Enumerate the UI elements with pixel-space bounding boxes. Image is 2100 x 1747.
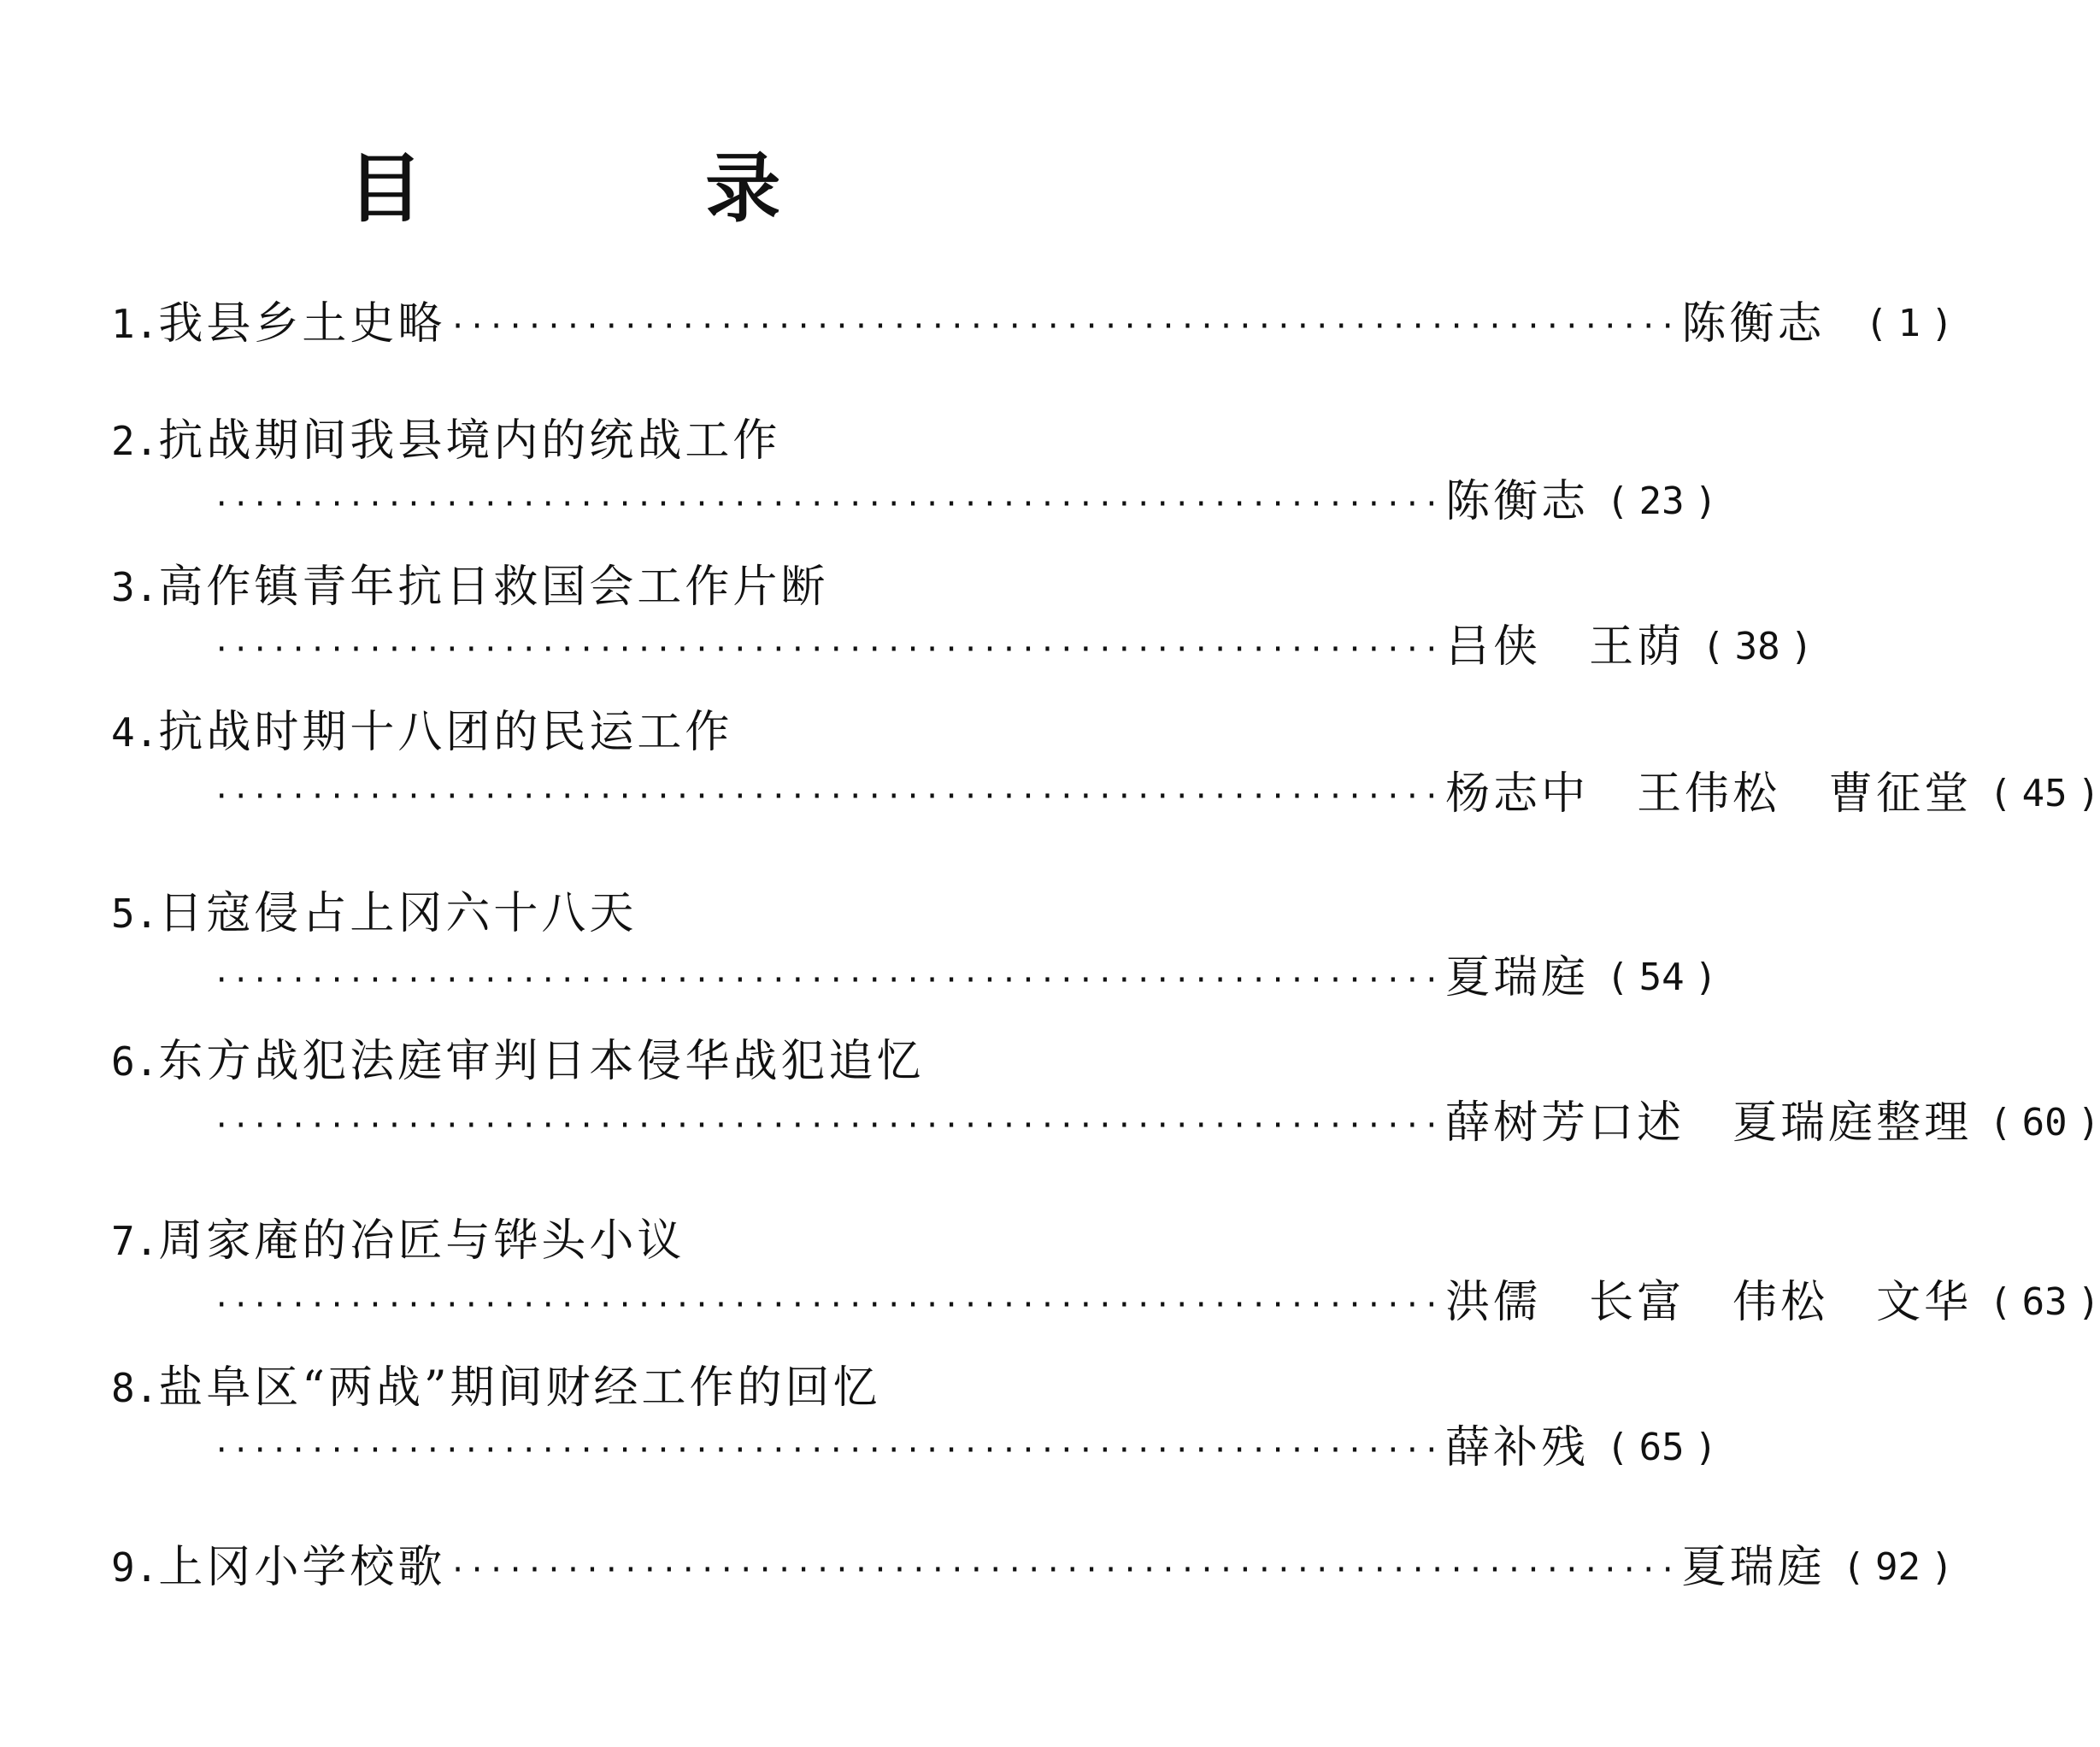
- entry-page: ( 65 ): [1606, 1426, 1718, 1469]
- toc-entry-3-title: [111, 558, 1000, 616]
- entry-author: 洪儒 长富 伟松 文华: [1445, 1277, 1973, 1328]
- toc-entry-2-title: [111, 412, 1000, 470]
- entry-page: ( 92 ): [1842, 1545, 1954, 1589]
- toc-entry-6-author: [209, 1094, 2100, 1152]
- entry-page: ( 63 ): [1989, 1280, 2100, 1324]
- entry-title: 周家庵的冶匠与铧头小议: [158, 1215, 685, 1267]
- entry-author: 陈衡志: [1445, 476, 1590, 527]
- toc-entry-6-title: [111, 1032, 1000, 1091]
- entry-title: 抗战时期十八团的民运工作: [158, 707, 733, 758]
- toc-entry-4-author: [209, 765, 2100, 823]
- toc-entry-7-title: [111, 1212, 1000, 1270]
- leader-dots: ································································: [449, 309, 1679, 344]
- entry-author: 夏瑞庭: [1445, 952, 1590, 1003]
- leader-dots: ································································: [213, 1288, 1443, 1322]
- entry-author: 杨志中 王伟松 曹征堂: [1445, 768, 1973, 820]
- entry-title: 抗战期间我县境内的统战工作: [158, 415, 781, 467]
- entry-author: 夏瑞庭: [1681, 1542, 1826, 1593]
- leader-dots: ································································: [213, 779, 1443, 814]
- entry-number: 2.: [111, 418, 159, 464]
- leader-dots: ································································: [213, 632, 1443, 667]
- entry-author: 陈衡志: [1681, 298, 1826, 350]
- entry-page: ( 23 ): [1606, 479, 1718, 523]
- entry-number: 1.: [111, 301, 159, 347]
- toc-entry-1: [111, 295, 1954, 353]
- toc-entry-8-title: [111, 1359, 1000, 1417]
- entry-number: 9.: [111, 1544, 159, 1591]
- entry-number: 7.: [111, 1218, 159, 1264]
- toc-entry-3-author: [209, 618, 1814, 676]
- page-title: 目 录: [347, 144, 909, 232]
- entry-number: 8.: [111, 1365, 159, 1411]
- toc-entry-7-author: [209, 1273, 2100, 1332]
- toc-entry-2-author: [209, 473, 1718, 531]
- entry-title: 盐阜区“两战”期间财经工作的回忆: [158, 1362, 881, 1414]
- leader-dots: ································································: [213, 1109, 1443, 1143]
- entry-number: 5.: [111, 891, 159, 937]
- entry-page: ( 1 ): [1864, 302, 1954, 345]
- toc-entry-5-title: [111, 885, 1000, 943]
- leader-dots: ································································: [213, 963, 1443, 997]
- entry-author: 薛补残: [1445, 1422, 1590, 1473]
- entry-page: ( 54 ): [1606, 956, 1718, 999]
- toc-entry-9: [111, 1538, 1954, 1597]
- entry-number: 6.: [111, 1038, 159, 1085]
- entry-author: 薛树芳口述 夏瑞庭整理: [1445, 1097, 1973, 1149]
- leader-dots: ································································: [213, 487, 1443, 521]
- entry-author: 吕侠 王荫: [1445, 621, 1685, 673]
- entry-number: 4.: [111, 709, 159, 756]
- leader-dots: ································································: [213, 1433, 1443, 1468]
- entry-page: ( 60 ): [1989, 1101, 2100, 1144]
- entry-title: 我县乡土史略: [158, 298, 446, 350]
- entry-title: 高作镇青年抗日救国会工作片断: [158, 562, 829, 613]
- toc-entry-5-author: [209, 949, 1718, 1007]
- toc-entry-8-author: [209, 1419, 1718, 1477]
- toc-entry-4-title: [111, 703, 1000, 762]
- entry-page: ( 45 ): [1989, 772, 2100, 815]
- entry-title: 上冈小学校歌: [158, 1542, 446, 1593]
- entry-title: 东方战犯法庭审判日本侵华战犯追忆: [158, 1036, 925, 1087]
- entry-title: 日寇侵占上冈六十八天: [158, 888, 638, 939]
- entry-page: ( 38 ): [1702, 625, 1814, 668]
- entry-number: 3.: [111, 564, 159, 610]
- leader-dots: ································································: [449, 1553, 1679, 1587]
